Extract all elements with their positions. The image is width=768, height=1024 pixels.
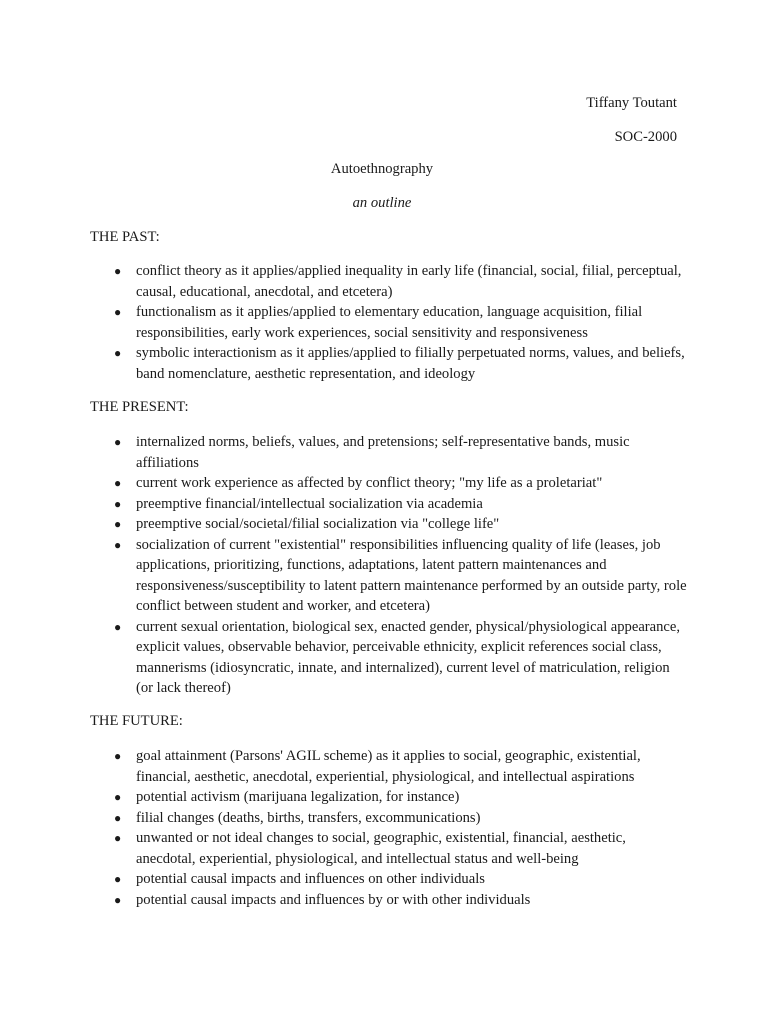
list-item <box>90 494 688 515</box>
bullet-icon: ● <box>114 790 122 804</box>
list-item-text: symbolic interactionism as it applies/applied to filially perpetuated norms, values, and beliefs, band nomenclature, aesthetic representation, and ideology <box>136 345 685 382</box>
bullet-icon: ● <box>114 517 122 531</box>
bullet-icon: ● <box>114 872 122 886</box>
section-list-present <box>90 432 688 699</box>
list-item <box>90 514 688 535</box>
bullet-icon: ● <box>114 892 122 907</box>
bullet-icon: ● <box>114 831 122 845</box>
document-subtitle: an outline <box>352 195 412 211</box>
list-item <box>90 432 688 473</box>
list-item <box>90 535 688 617</box>
list-item <box>90 302 688 343</box>
bullet-icon: ● <box>114 264 122 278</box>
list-item <box>90 617 688 699</box>
list-item <box>90 787 688 808</box>
bullet-icon: ● <box>114 305 122 319</box>
list-item <box>90 343 688 384</box>
list-item-text: socialization of current "existential" responsibilities influencing quality of life (leases, job applications, prioritizing, functions, adaptations, latent pattern maintenances and responsiveness/susceptibility to latent pattern maintenance performed by an outside party, role conflict between student and worker, and etcetera) <box>136 536 687 614</box>
list-item-text: functionalism as it applies/applied to elementary education, language acquisition, filial responsibilities, early work experiences, social sensitivity and responsiveness <box>136 304 643 341</box>
list-item <box>90 869 688 890</box>
bullet-icon: ● <box>114 496 122 511</box>
list-item-text: unwanted or not ideal changes to social, geographic, existential, financial, aesthetic, anecdotal, experiential, physiological, and intellectual status and well-being <box>136 830 626 867</box>
list-item <box>90 746 688 787</box>
section-heading-future: THE FUTURE: <box>90 713 183 729</box>
bullet-icon: ● <box>114 619 122 634</box>
list-item-text: potential activism (marijuana legalization, for instance) <box>136 789 460 805</box>
list-item-text: internalized norms, beliefs, values, and pretensions; self-representative bands, music affiliations <box>136 434 630 471</box>
list-item-text: potential causal impacts and influences on other individuals <box>136 871 485 887</box>
bullet-icon: ● <box>114 810 122 825</box>
section-heading-present: THE PRESENT: <box>90 399 189 415</box>
list-item <box>90 261 688 302</box>
section-list-future <box>90 746 688 910</box>
list-item-text: current sexual orientation, biological sex, enacted gender, physical/physiological appearance, explicit values, observable behavior, perceivable ethnicity, explicit references social class, mannerisms (idiosyncratic, innate, and internalized), current level of matriculation, religion (or lack thereof) <box>136 618 681 696</box>
list-item <box>90 828 688 869</box>
list-item-text: preemptive social/societal/filial socialization via "college life" <box>136 516 500 532</box>
bullet-icon: ● <box>114 749 122 763</box>
document-title: Autoethnography <box>330 161 434 177</box>
list-item <box>90 890 688 911</box>
list-item-text: goal attainment (Parsons' AGIL scheme) as it applies to social, geographic, existential, financial, aesthetic, anecdotal, experiential, physiological, and intellectual aspirations <box>136 748 641 785</box>
section-heading-past: THE PAST: <box>90 229 160 245</box>
list-item <box>90 808 688 829</box>
list-item-text: conflict theory as it applies/applied inequality in early life (financial, social, filial, perceptual, causal, educational, anecdotal, and etcetera) <box>136 263 682 300</box>
section-list-past <box>90 261 688 384</box>
list-item-text: preemptive financial/intellectual socialization via academia <box>136 495 483 512</box>
list-item-text: potential causal impacts and influences by or with other individuals <box>136 891 531 908</box>
bullet-icon: ● <box>114 537 122 552</box>
list-item-text: filial changes (deaths, births, transfers, excommunications) <box>136 809 481 826</box>
bullet-icon: ● <box>114 476 122 490</box>
author-name: Tiffany Toutant <box>586 95 677 111</box>
list-item <box>90 473 688 494</box>
course-code: SOC-2000 <box>614 129 677 145</box>
bullet-icon: ● <box>114 346 122 360</box>
bullet-icon: ● <box>114 435 122 449</box>
list-item-text: current work experience as affected by conflict theory; "my life as a proletariat" <box>136 475 603 491</box>
